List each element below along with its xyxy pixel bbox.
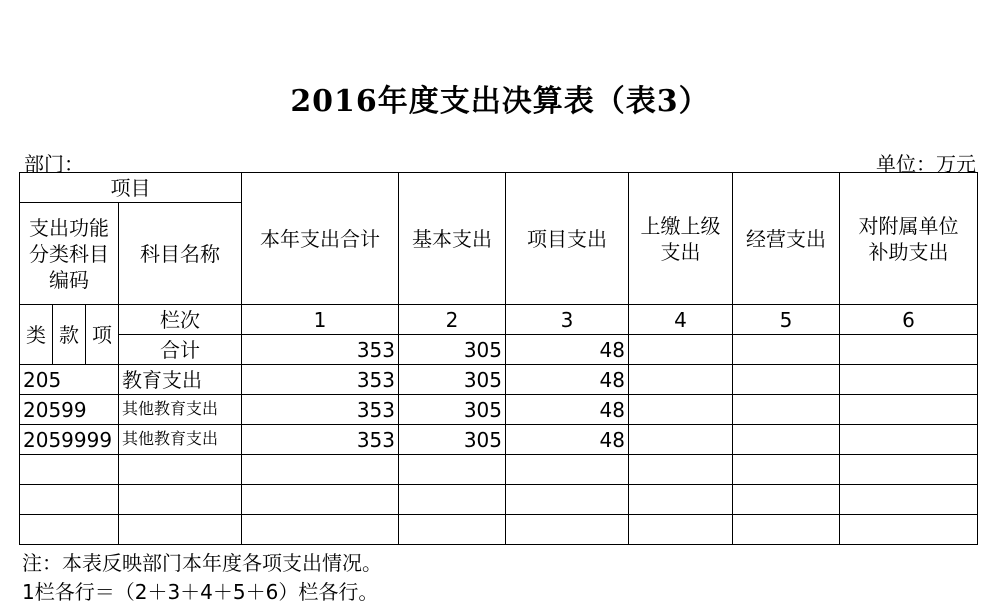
col-num-6: 6	[840, 305, 978, 335]
row-project: 48	[506, 395, 629, 425]
total-business	[733, 335, 840, 365]
col-num-5: 5	[733, 305, 840, 335]
row-basic: 305	[399, 395, 506, 425]
header-lanci: 栏次	[119, 305, 242, 335]
total-upper	[629, 335, 733, 365]
table-row	[20, 425, 978, 455]
table-row	[20, 395, 978, 425]
row-name: 其他教育支出	[119, 425, 242, 455]
header-xiang: 项	[86, 305, 119, 365]
row-code: 205	[20, 365, 119, 395]
header-func-code-line3: 编码	[49, 267, 89, 292]
header-subsidy-line1: 对附属单位	[858, 213, 959, 238]
row-total: 353	[242, 395, 399, 425]
row-business	[733, 365, 840, 395]
empty-row	[20, 455, 978, 485]
header-upper	[629, 173, 733, 305]
total-label: 合计	[119, 335, 242, 365]
header-subsidy-line2: 补助支出	[868, 239, 949, 264]
total-subsidy	[840, 335, 978, 365]
note-line-2: 1栏各行＝（2＋3＋4＋5＋6）栏各行。	[22, 580, 379, 604]
header-project: 项目支出	[506, 173, 629, 305]
row-code: 20599	[20, 395, 119, 425]
row-business	[733, 425, 840, 455]
header-func-code-line2: 分类科目	[29, 241, 109, 266]
header-subsidy	[840, 173, 978, 305]
row-total: 353	[242, 365, 399, 395]
row-code: 2059999	[20, 425, 119, 455]
row-subsidy	[840, 365, 978, 395]
row-subsidy	[840, 395, 978, 425]
page-title: 2016年度支出决算表（表3）	[290, 84, 710, 119]
row-name: 其他教育支出	[119, 395, 242, 425]
col-num-4: 4	[629, 305, 733, 335]
header-item: 项目	[20, 173, 242, 203]
table-row	[20, 365, 978, 395]
row-upper	[629, 395, 733, 425]
unit-label: 单位：万元	[876, 152, 976, 176]
empty-row	[20, 485, 978, 515]
col-num-2: 2	[399, 305, 506, 335]
row-name: 教育支出	[119, 365, 242, 395]
total-basic: 305	[399, 335, 506, 365]
row-total: 353	[242, 425, 399, 455]
header-lei: 类	[20, 305, 53, 365]
empty-row	[20, 515, 978, 545]
total-row	[20, 335, 978, 365]
col-num-1: 1	[242, 305, 399, 335]
header-basic: 基本支出	[399, 173, 506, 305]
header-func-code-line1: 支出功能	[29, 215, 109, 240]
row-business	[733, 395, 840, 425]
row-upper	[629, 425, 733, 455]
row-upper	[629, 365, 733, 395]
total-total: 353	[242, 335, 399, 365]
row-subsidy	[840, 425, 978, 455]
row-basic: 305	[399, 365, 506, 395]
header-business: 经营支出	[733, 173, 840, 305]
department-label: 部门：	[24, 152, 84, 176]
expenditure-table	[19, 172, 978, 545]
row-project: 48	[506, 425, 629, 455]
row-basic: 305	[399, 425, 506, 455]
col-num-3: 3	[506, 305, 629, 335]
row-project: 48	[506, 365, 629, 395]
header-func-code	[20, 203, 119, 305]
header-kuan: 款	[53, 305, 86, 365]
total-project: 48	[506, 335, 629, 365]
header-total: 本年支出合计	[242, 173, 399, 305]
note-line-1: 注：本表反映部门本年度各项支出情况。	[22, 551, 382, 575]
header-upper-line2: 支出	[660, 239, 701, 264]
header-subject-name: 科目名称	[119, 203, 242, 305]
header-upper-line1: 上缴上级	[640, 213, 721, 238]
